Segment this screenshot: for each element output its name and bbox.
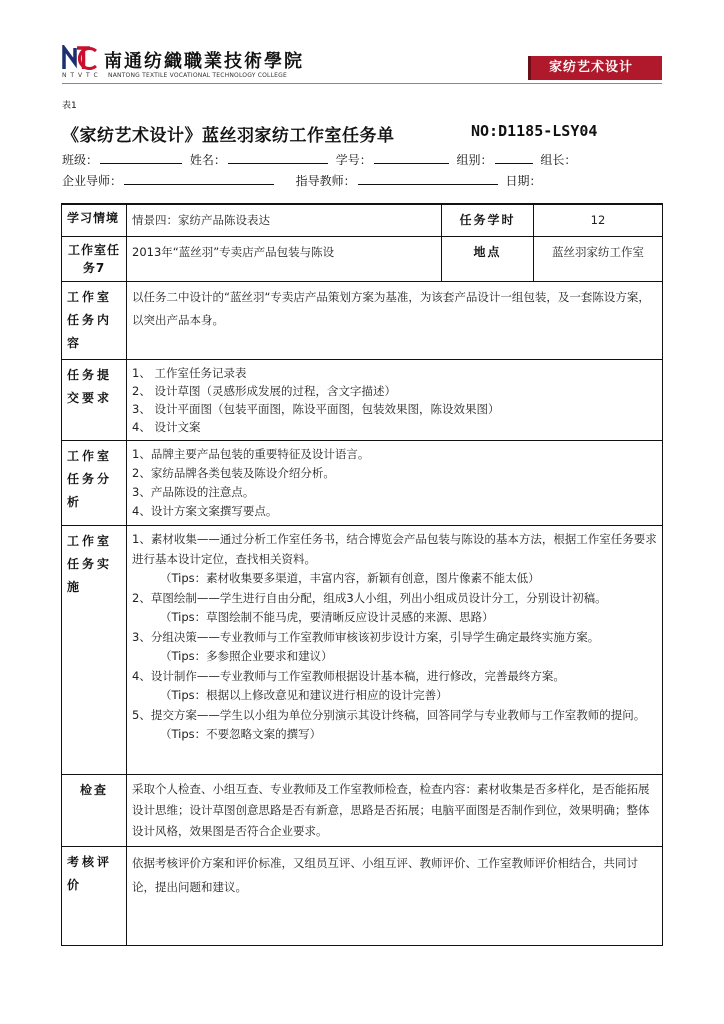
requirements-row — [62, 360, 663, 441]
group-label: 组别： — [456, 153, 493, 167]
analysis-item: 2、家纺品牌各类包装及陈设介绍分析。 — [132, 466, 335, 480]
group-field[interactable] — [495, 151, 533, 164]
school-name: 南通纺織職業技術學院 — [104, 51, 304, 72]
implementation-step: 4、设计制作——专业教师与工作室教师根据设计基本稿，进行修改，完善最终方案。 — [132, 668, 565, 683]
leader-label: 组长： — [540, 153, 577, 167]
table-label: 表1 — [62, 101, 77, 111]
check-text: 采取个人检查、小组互查、专业教师及工作室教师检查，检查内容：素材收集是否多样化，是否能拓展设计思维；设计草图创意思路是否有新意，思路是否拓展；电脑平面图是否制作到位，效果明确；整体设计风格，效果图是否符合企业要求。 — [127, 775, 663, 847]
content-text: 以任务二中设计的“蓝丝羽“专卖店产品策划方案为基准，为该套产品设计一组包装，及一套陈设方案，以突出产品本身。 — [127, 282, 663, 360]
task-label: 工作室任务7 — [62, 237, 127, 282]
implementation-tip: （Tips：素材收集要多渠道，丰富内容，新颖有创意，图片像素不能太低） — [160, 571, 540, 585]
class-field[interactable] — [100, 151, 182, 164]
school-abbr: N T V T C — [62, 72, 99, 79]
task-row — [62, 237, 663, 282]
implementation-tip: （Tips：多参照企业要求和建议） — [160, 649, 333, 663]
analysis-list — [127, 441, 663, 526]
mentor-label: 企业导师： — [62, 174, 123, 188]
implementation-step: 2、草图绘制——学生进行自由分配，组成3人小组，列出小组成员设计分工，分别设计初稿。 — [132, 590, 607, 605]
content-label: 工作室任务内容 — [62, 282, 127, 360]
info-fields-row-2 — [62, 172, 542, 189]
mentor-field[interactable] — [124, 172, 274, 185]
assessment-row — [62, 847, 663, 946]
student-id-field[interactable] — [374, 151, 449, 164]
scenario-label: 学习情境 — [62, 204, 127, 237]
location-value: 蓝丝羽家纺工作室 — [534, 237, 663, 282]
school-logo-icon — [62, 45, 98, 71]
date-label: 日期： — [505, 174, 542, 188]
implementation-row — [62, 526, 663, 775]
document-title: 《家纺艺术设计》蓝丝羽家纺工作室任务单 — [62, 126, 395, 146]
requirements-label: 任务提交要求 — [62, 360, 127, 441]
school-english-name: NANTONG TEXTILE VOCATIONAL TECHNOLOGY COLLEGE — [108, 72, 287, 79]
analysis-row — [62, 441, 663, 526]
requirement-item: 2、 设计草图（灵感形成发展的过程，含文字描述） — [132, 384, 396, 398]
scenario-value: 情景四：家纺产品陈设表达 — [127, 204, 442, 237]
analysis-item: 3、产品陈设的注意点。 — [132, 485, 255, 499]
analysis-item: 1、品牌主要产品包装的重要特征及设计语言。 — [132, 447, 370, 461]
class-label: 班级： — [62, 153, 99, 167]
document-number: NO:D1185-LSY04 — [471, 122, 598, 140]
implementation-step: 1、素材收集——通过分析工作室任务书，结合博览会产品包装与陈设的基本方法，根据工作室任务要求进行基本设计定位，查找相关资料。 — [132, 532, 657, 566]
content-row — [62, 282, 663, 360]
info-fields-row-1 — [62, 151, 576, 168]
course-badge: 家纺艺术设计 — [528, 56, 662, 80]
implementation-label: 工作室任务实施 — [62, 526, 127, 775]
implementation-tip: （Tips：不要忽略文案的撰写） — [160, 727, 322, 741]
analysis-label: 工作室任务分析 — [62, 441, 127, 526]
assessment-text: 依据考核评价方案和评价标准，又组员互评、小组互评、教师评价、工作室教师评价相结合，共同讨论，提出问题和建议。 — [127, 847, 663, 946]
requirement-item: 1、 工作室任务记录表 — [132, 366, 247, 380]
hours-label: 任务学时 — [442, 204, 534, 237]
header-divider — [62, 83, 662, 84]
requirements-list — [127, 360, 663, 441]
implementation-step: 3、分组决策——专业教师与工作室教师审核该初步设计方案，引导学生确定最终实施方案。 — [132, 629, 600, 644]
teacher-label: 指导教师： — [295, 174, 356, 188]
name-field[interactable] — [228, 151, 328, 164]
check-row — [62, 775, 663, 847]
requirement-item: 4、 设计文案 — [132, 420, 201, 434]
implementation-tip: （Tips：草图绘制不能马虎，要清晰反应设计灵感的来源、思路） — [160, 610, 494, 624]
requirement-item: 3、 设计平面图（包装平面图，陈设平面图，包装效果图，陈设效果图） — [132, 402, 500, 416]
implementation-step: 5、提交方案——学生以小组为单位分别演示其设计终稿，回答同学与专业教师与工作室教师的提问。 — [132, 707, 646, 722]
teacher-field[interactable] — [358, 172, 498, 185]
hours-value: 12 — [534, 204, 663, 237]
implementation-tip: （Tips：根据以上修改意见和建议进行相应的设计完善） — [160, 688, 448, 702]
location-label: 地点 — [442, 237, 534, 282]
analysis-item: 4、设计方案文案撰写要点。 — [132, 504, 278, 518]
name-label: 姓名： — [189, 153, 226, 167]
scenario-row — [62, 204, 663, 237]
check-label: 检查 — [62, 775, 127, 847]
student-id-label: 学号： — [335, 153, 372, 167]
task-table — [61, 203, 663, 946]
implementation-list — [127, 526, 663, 775]
task-value: 2013年“蓝丝羽”专卖店产品包装与陈设 — [127, 237, 442, 282]
assessment-label: 考核评价 — [62, 847, 127, 946]
